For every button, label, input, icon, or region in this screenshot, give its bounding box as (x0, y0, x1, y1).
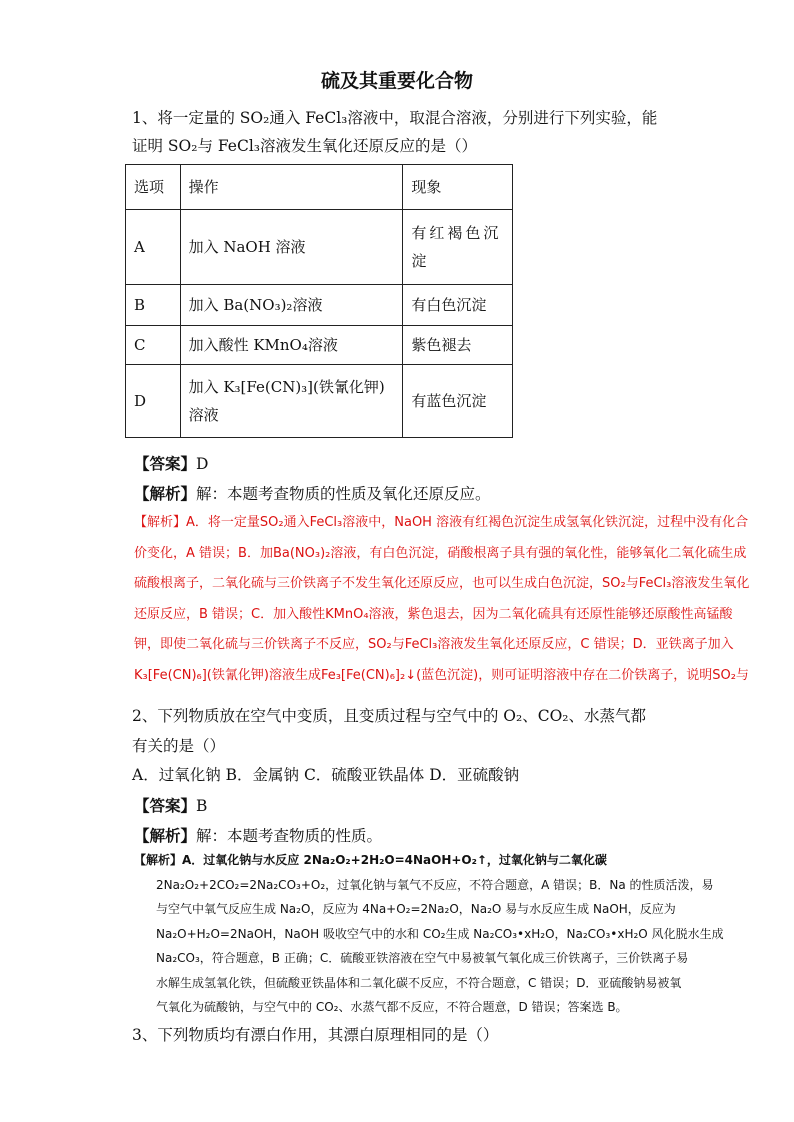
table-cell-result: 有红褐色沉淀 (403, 210, 513, 285)
answer-label: 【答案】 (134, 796, 197, 815)
explanation-line: 【解析】A．过氧化钠与水反应 2Na₂O₂+2H₂O=4NaOH+O₂↑，过氧化钠与二氧化碳 (134, 853, 607, 867)
question-2-explanation-box (134, 848, 724, 1020)
question-3-stem: 3、下列物质均有漂白作用，其漂白原理相同的是（） (132, 1026, 499, 1044)
explanation-line: 水解生成氢氧化铁，但硫酸亚铁晶体和二氧化碳不反应，不符合题意，C 错误；D．亚硫酸钠易被氧 (156, 975, 682, 990)
table-cell-operation: 加入 NaOH 溶液 (180, 210, 403, 285)
table-cell-result: 紫色褪去 (403, 326, 513, 365)
table-cell-result: 有蓝色沉淀 (403, 365, 513, 438)
table-cell-operation: 加入 Ba(NO₃)₂溶液 (180, 285, 403, 326)
table-row (126, 285, 513, 326)
explanation-line: Na₂CO₃，符合题意，B 正确；C．硫酸亚铁溶液在空气中易被氧气氧化成三价铁离子，三价铁离子易 (156, 951, 689, 965)
explanation-line: 与空气中氧气反应生成 Na₂O，反应为 4Na+O₂=2Na₂O，Na₂O 易与水反应生成 NaOH，反应为 (156, 902, 676, 916)
table-cell-option: B (126, 285, 181, 326)
table-cell-option: D (126, 365, 181, 438)
table-cell-result: 有白色沉淀 (403, 285, 513, 326)
table-cell-operation: 加入 K₃[Fe(CN)₃](铁氰化钾)溶液 (180, 365, 403, 438)
table-cell-option: C (126, 326, 181, 365)
analysis-label: 【解析】 (134, 484, 197, 503)
question-2-options: A．过氧化钠 B．金属钠 C．硫酸亚铁晶体 D．亚硫酸钠 (132, 766, 520, 784)
question-1-analysis (134, 482, 491, 504)
question-1-line-1: 1、将一定量的 SO₂通入 FeCl₃溶液中，取混合溶液，分别进行下列实验，能 (132, 109, 658, 127)
table-header-cell: 选项 (126, 165, 181, 210)
answer-label: 【答案】 (134, 454, 197, 473)
question-2-line-1: 2、下列物质放在空气中变质，且变质过程与空气中的 O₂、CO₂、水蒸气都 (132, 707, 646, 725)
question-1-red-explanation: 【解析】A．将一定量SO₂通入FeCl₃溶液中，NaOH 溶液有红褐色沉淀生成氢氧化铁沉淀，过程中没有化合价变化，A 错误；B．加Ba(NO₃)₂溶液，有白色沉淀，硝酸根离子具有强的氧化性，能够氧化二氧化硫生成硫酸根离子，二氧化硫与三价铁离子不发生氧化还原反应，也可以生成白色沉淀，SO₂与FeCl₃溶液发生氧化还原反应，B 错误；C．加入酸性KMnO₄溶液，紫色退去，因为二氧化硫具有还原性能够还原酸性高锰酸钾，即使二氧化硫与三价铁离子不反应，SO₂与FeCl₃溶液发生氧化还原反应，C 错误；D．亚铁离子加入K₃[Fe(CN)₆](铁氰化钾)溶液生成Fe₃[Fe(CN)₆]₂↓(蓝色沉淀)，则可证明溶液中存在二价铁离子，说明SO₂与 (134, 515, 750, 683)
table-cell-operation: 加入酸性 KMnO₄溶液 (180, 326, 403, 365)
explanation-line: Na₂O+H₂O=2NaOH，NaOH 吸收空气中的水和 CO₂生成 Na₂CO₃•xH₂O，Na₂CO₃•xH₂O 风化脱水生成 (156, 926, 724, 941)
analysis-label: 【解析】 (134, 826, 197, 845)
table-cell-option: A (126, 210, 181, 285)
table-header-cell: 现象 (403, 165, 513, 210)
question-2-answer (134, 794, 207, 816)
question-1-stem (132, 104, 657, 160)
explanation-line: 气氧化为硫酸钠，与空气中的 CO₂、水蒸气都不反应，不符合题意，D 错误；答案选 B。 (156, 1000, 628, 1014)
question-2-line-2: 有关的是（） (132, 737, 226, 755)
question-2-analysis (134, 824, 382, 846)
answer-value: D (196, 455, 209, 473)
table-row (126, 326, 513, 365)
analysis-text: 解：本题考查物质的性质及氧化还原反应。 (196, 485, 491, 503)
options-table (125, 164, 513, 438)
analysis-text: 解：本题考查物质的性质。 (196, 827, 383, 845)
page-title: 硫及其重要化合物 (320, 70, 473, 92)
question-1-answer (134, 452, 208, 474)
table-header-row (126, 165, 513, 210)
answer-value: B (196, 797, 208, 815)
table-row (126, 210, 513, 285)
explanation-line: 2Na₂O₂+2CO₂=2Na₂CO₃+O₂，过氧化钠与氧气不反应，不符合题意，A 错误；B．Na 的性质活泼，易 (156, 877, 714, 892)
table-header-cell: 操作 (180, 165, 403, 210)
question-1-line-2: 证明 SO₂与 FeCl₃溶液发生氧化还原反应的是（） (132, 137, 478, 155)
table-row (126, 365, 513, 438)
